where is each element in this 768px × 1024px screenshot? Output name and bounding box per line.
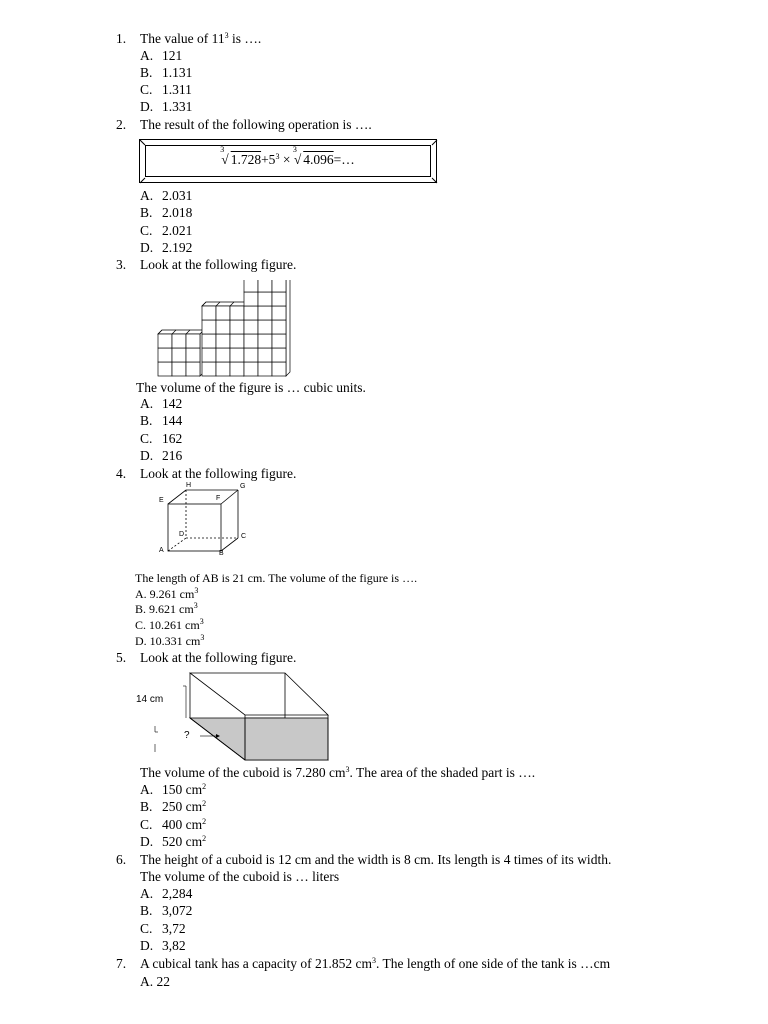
question-3-prompt: The volume of the figure is … cubic units. — [136, 380, 366, 395]
question-6-number: 6. — [116, 852, 127, 867]
vertex-e-label: E — [159, 497, 164, 504]
question-6-option-b: B. 3,072 — [140, 903, 193, 918]
cube-root-1: 3 √ 1.728 — [220, 145, 262, 167]
cube-drawing — [155, 482, 255, 560]
unit-cube-edge — [230, 306, 244, 320]
unit-cube-edge — [172, 362, 186, 376]
unit-cube-edge — [202, 348, 216, 362]
question-4-option-d: D. 10.331 $cm^3$ — [135, 633, 205, 648]
question-1-option-b: B. 1.131 — [140, 65, 193, 80]
vertex-h-label: H — [186, 482, 192, 489]
unit-cube-edge — [158, 330, 204, 334]
question-3-stem: Look at the following figure. — [140, 257, 297, 272]
question-2-stem: The result of the following operation is …. — [140, 117, 372, 132]
unit-cube-edge — [258, 292, 272, 306]
cube-root-2: 3 √ 4.096 — [292, 145, 334, 167]
cuboid-figure — [134, 668, 334, 766]
unit-cube-edge — [272, 334, 286, 348]
unit-cube-edge — [272, 292, 286, 306]
unit-cube-edge — [172, 334, 186, 348]
question-1-option-c: C. 1.311 — [140, 82, 192, 97]
question-3-number: 3. — [116, 257, 127, 272]
unit-cube-edge — [272, 362, 286, 376]
unit-cube-edge — [230, 320, 244, 334]
unit-cube-edge — [186, 334, 200, 348]
vertex-g-label: G — [240, 483, 246, 490]
question-6-option-d: D. 3,82 — [140, 938, 186, 953]
question-2-option-c: C. 2.021 — [140, 223, 193, 238]
question-4-prompt: The length of AB is 21 cm. The volume of the figure is …. — [135, 571, 418, 585]
unit-cube-edge — [230, 348, 244, 362]
unit-cube-edge — [258, 306, 272, 320]
question-3-option-c: C. 162 — [140, 431, 183, 446]
unit-cube-edge — [216, 362, 230, 376]
unit-cube-edge — [216, 348, 230, 362]
unit-cube-edge — [244, 348, 258, 362]
question-5-option-b: B. 250 $cm^2$ — [140, 799, 207, 814]
unit-cube-edge — [158, 362, 172, 376]
vertex-f-label: F — [216, 495, 221, 502]
question-5-prompt: The volume of the cuboid is 7.280 $cm^3$. The area of the shaded part is …. — [140, 765, 536, 780]
height-label: 14 cm — [136, 694, 164, 705]
unit-cube-edge — [272, 348, 286, 362]
question-3-option-a: A. 142 — [140, 396, 183, 411]
question-4-stem: Look at the following figure. — [140, 466, 297, 481]
question-7-option-a: A. 22 — [140, 974, 170, 989]
unit-cube-edge — [244, 306, 258, 320]
unit-cube-edge — [158, 348, 172, 362]
question-5-option-a: A. 150 $cm^2$ — [140, 782, 207, 797]
question-2-option-b: B. 2.018 — [140, 205, 193, 220]
question-1-stem: The value of $11^3$ is …. — [140, 31, 262, 46]
vertex-b-label: B — [219, 550, 224, 557]
question-4-option-c: C. 10.261 $cm^3$ — [135, 617, 204, 632]
question-6-stem-line-2: The volume of the cuboid is … liters — [140, 869, 340, 884]
unit-cube-edge — [258, 362, 272, 376]
question-1-option-a: A. 121 — [140, 48, 183, 63]
unit-cube-edge — [258, 334, 272, 348]
question-3-option-d: D. 216 — [140, 448, 183, 463]
unit-cube-edge — [244, 292, 258, 306]
cube-figure — [155, 482, 255, 560]
question-6-option-a: A. 2,284 — [140, 886, 193, 901]
question-2-option-d: D. 2.192 — [140, 240, 193, 255]
unit-cube-edge — [202, 320, 216, 334]
question-4-number: 4. — [116, 466, 127, 481]
stacked-cubes-figure — [150, 280, 302, 380]
unit-cube-edge — [230, 334, 244, 348]
unit-cube-edge — [286, 280, 290, 376]
unit-cube-edge — [186, 348, 200, 362]
unit-cube-edge — [216, 306, 230, 320]
unit-cube-edge — [244, 362, 258, 376]
question-5-number: 5. — [116, 650, 127, 665]
unknown-label: ? — [184, 730, 190, 741]
question-4-option-a: A. 9.261 $cm^3$ — [135, 586, 199, 601]
unit-cube-edge — [258, 348, 272, 362]
unit-cube-edge — [230, 362, 244, 376]
unit-cube-edge — [216, 334, 230, 348]
unit-cube-edge — [202, 302, 248, 306]
question-7-stem: A cubical tank has a capacity of 21.852 $cm^3$. The length of one side of the tank is …cm — [140, 956, 611, 971]
unit-cube-edge — [186, 362, 200, 376]
unit-cube-edge — [272, 306, 286, 320]
question-2-number: 2. — [116, 117, 127, 132]
formula-box — [139, 139, 437, 183]
question-7-number: 7. — [116, 956, 127, 971]
question-1-number: 1. — [116, 31, 127, 46]
question-6-option-c: C. 3,72 — [140, 921, 186, 936]
unit-cube-edge — [272, 280, 286, 292]
unit-cube-edge — [244, 334, 258, 348]
unit-cube-edge — [202, 334, 216, 348]
formula-expression: 3 √ $1.728+5^3$ × 3 √ 4.096=… — [220, 145, 355, 167]
unit-cube-edge — [216, 320, 230, 334]
unit-cube-edge — [172, 348, 186, 362]
unit-cube-edge — [258, 320, 272, 334]
unit-cube-edge — [202, 306, 216, 320]
question-3-option-b: B. 144 — [140, 413, 183, 428]
question-5-option-c: C. 400 $cm^2$ — [140, 817, 207, 832]
question-1-option-d: D. 1.331 — [140, 99, 193, 114]
vertex-a-label: A — [159, 547, 164, 554]
question-2-option-a: A. 2.031 — [140, 188, 193, 203]
vertex-d-label: D — [179, 531, 185, 538]
unit-cube-edge — [244, 280, 258, 292]
unit-cube-edge — [258, 280, 272, 292]
question-6-stem-line-1: The height of a cuboid is 12 cm and the width is 8 cm. Its length is 4 times of its width. — [140, 852, 612, 867]
unit-cube-edge — [158, 334, 172, 348]
question-5-option-d: D. 520 $cm^2$ — [140, 834, 207, 849]
vertex-c-label: C — [241, 533, 247, 540]
unit-cube-edge — [202, 362, 216, 376]
unit-cube-edge — [272, 320, 286, 334]
cuboid-drawing — [134, 668, 334, 766]
question-4-option-b: B. 9.621 $cm^3$ — [135, 601, 198, 616]
question-5-stem: Look at the following figure. — [140, 650, 297, 665]
unit-cube-edge — [244, 320, 258, 334]
